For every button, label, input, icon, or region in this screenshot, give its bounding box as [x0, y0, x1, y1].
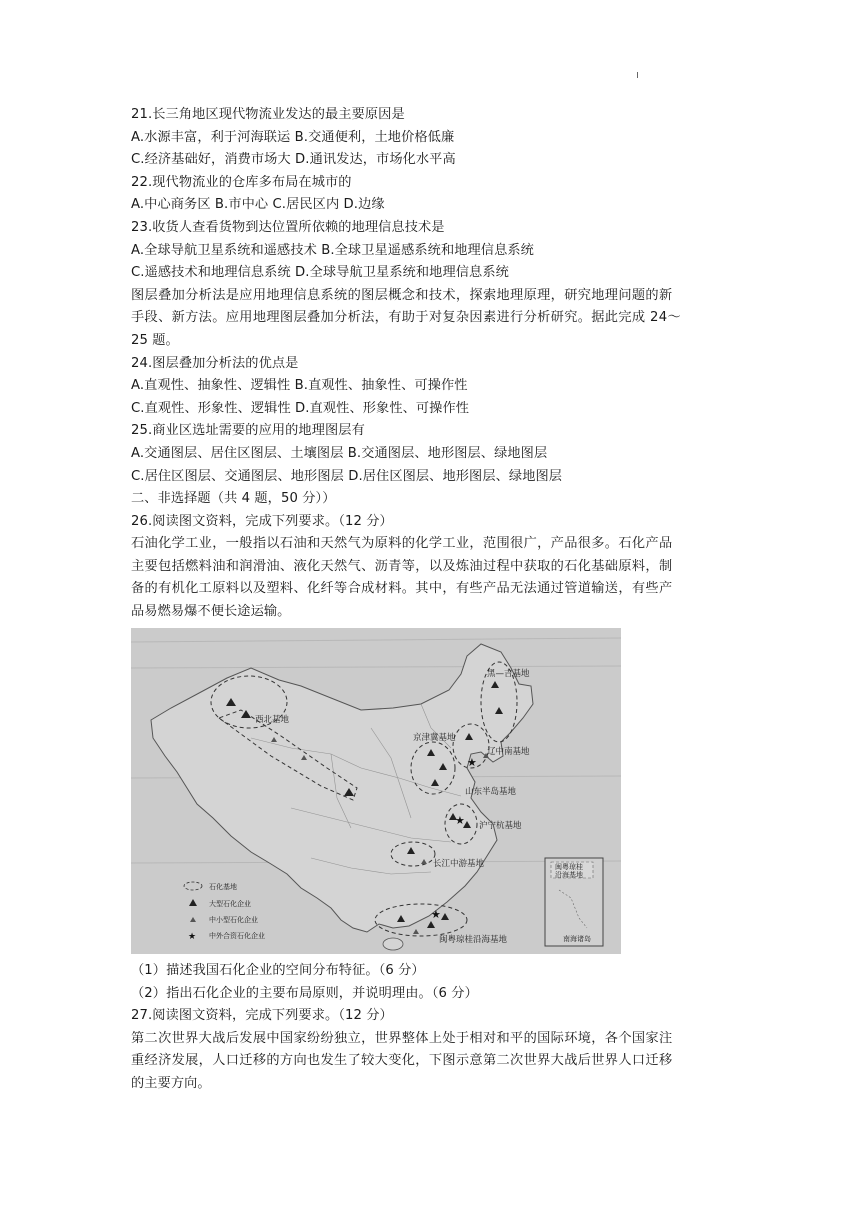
q26-sub-1: （1）描述我国石化企业的空间分布特征。（6 分） — [131, 963, 425, 978]
question-26: 26.阅读图文资料，完成下列要求。（12 分） — [131, 513, 393, 529]
page-mark — [637, 72, 638, 78]
q26-passage-line-2: 主要包括燃料油和润滑油、液化天然气、沥青等，以及炼油过程中获取的石化基础原料，制 — [131, 558, 673, 574]
label-liaozhongnan: 辽中南基地 — [487, 747, 530, 757]
q21-options-cd: C.经济基础好，消费市场大 D.通讯发达，市场化水平高 — [131, 152, 456, 168]
q22-options: A.中心商务区 B.市中心 C.居民区内 D.边缘 — [131, 197, 385, 213]
q23-options-ab: A.全球导航卫星系统和遥感技术 B.全球卫星遥感系统和地理信息系统 — [131, 242, 534, 258]
questions-26-27-continued — [131, 960, 731, 1096]
q27-passage-line-2: 重经济发展，人口迁移的方向也发生了较大变化，下图示意第二次世界大战后世界人口迁移 — [131, 1053, 673, 1069]
passage-line-3: 25 题。 — [131, 332, 179, 348]
section-heading: 二、非选择题（共 4 题，50 分）） — [131, 491, 336, 507]
svg-text:★: ★ — [431, 908, 441, 921]
inset-label-2: 沿海基地 — [555, 871, 583, 879]
question-22: 22.现代物流业的仓库多布局在城市的 — [131, 174, 352, 190]
legend-large: 大型石化企业 — [209, 900, 251, 908]
q23-options-cd: C.遥感技术和地理信息系统 D.全球导航卫星系统和地理信息系统 — [131, 265, 509, 281]
q24-options-ab: A.直观性、抽象性、逻辑性 B.直观性、抽象性、可操作性 — [131, 378, 468, 394]
label-southcoast: 闽粤琼桂沿海基地 — [439, 935, 508, 945]
q27-passage-line-1: 第二次世界大战后发展中国家纷纷独立，世界整体上处于相对和平的国际环境，各个国家注 — [131, 1030, 673, 1046]
question-24: 24.图层叠加分析法的优点是 — [131, 355, 299, 371]
passage-line-1: 图层叠加分析法是应用地理信息系统的图层概念和技术，探索地理原理，研究地理问题的新 — [131, 287, 673, 303]
label-shandong: 山东半岛基地 — [465, 787, 517, 797]
legend-base: 石化基地 — [209, 883, 237, 891]
q25-options-ab: A.交通图层、居住区图层、土壤图层 B.交通图层、地形图层、绿地图层 — [131, 445, 548, 461]
q26-passage-line-4: 品易燃易爆不便长途运输。 — [131, 604, 291, 620]
inset-label-3: 南海诸岛 — [563, 935, 591, 943]
south-china-sea-inset — [545, 858, 603, 946]
question-23: 23.收货人查看货物到达位置所依赖的地理信息技术是 — [131, 219, 445, 235]
q26-sub-2: （2）指出石化企业的主要布局原则，并说明理由。（6 分） — [131, 985, 478, 1001]
q27-passage-line-3: 的主要方向。 — [131, 1075, 211, 1091]
q24-options-cd: C.直观性、形象性、逻辑性 D.直观性、形象性、可操作性 — [131, 400, 470, 416]
petrochemical-map-figure — [131, 628, 621, 954]
label-northwest: 西北基地 — [255, 715, 290, 725]
questions-21-26 — [131, 104, 731, 624]
legend-small: 中小型石化企业 — [209, 916, 258, 924]
q26-passage-line-3: 备的有机化工原料以及塑料、化纤等合成材料。其中，有些产品无法通过管道输送，有些产 — [131, 581, 673, 597]
legend-joint: 中外合资石化企业 — [209, 932, 265, 940]
label-heijing: 黑—吉基地 — [487, 669, 530, 679]
q26-passage-line-1: 石油化学工业，一般指以石油和天然气为原料的化学工业，范围很广，产品很多。石化产品 — [131, 536, 673, 552]
svg-text:★: ★ — [188, 932, 197, 942]
question-25: 25.商业区选址需要的应用的地理图层有 — [131, 423, 365, 439]
question-21: 21.长三角地区现代物流业发达的最主要原因是 — [131, 107, 405, 122]
q21-options-ab: A.水源丰富，利于河海联运 B.交通便利，土地价格低廉 — [131, 129, 455, 145]
label-huningyhang: 沪宁杭基地 — [479, 821, 522, 831]
question-27: 27.阅读图文资料，完成下列要求。（12 分） — [131, 1008, 393, 1024]
q25-options-cd: C.居住区图层、交通图层、地形图层 D.居住区图层、地形图层、绿地图层 — [131, 468, 563, 484]
svg-text:★: ★ — [467, 756, 477, 769]
label-changjiang: 长江中游基地 — [433, 859, 485, 869]
inset-label-1: 闽粤琼桂 — [555, 863, 583, 871]
svg-text:★: ★ — [455, 814, 465, 827]
china-map — [131, 628, 621, 954]
passage-line-2: 手段、新方法。应用地理图层叠加分析法，有助于对复杂因素进行分析研究。据此完成 24～ — [131, 310, 681, 326]
label-jingjinji: 京津冀基地 — [413, 733, 456, 743]
